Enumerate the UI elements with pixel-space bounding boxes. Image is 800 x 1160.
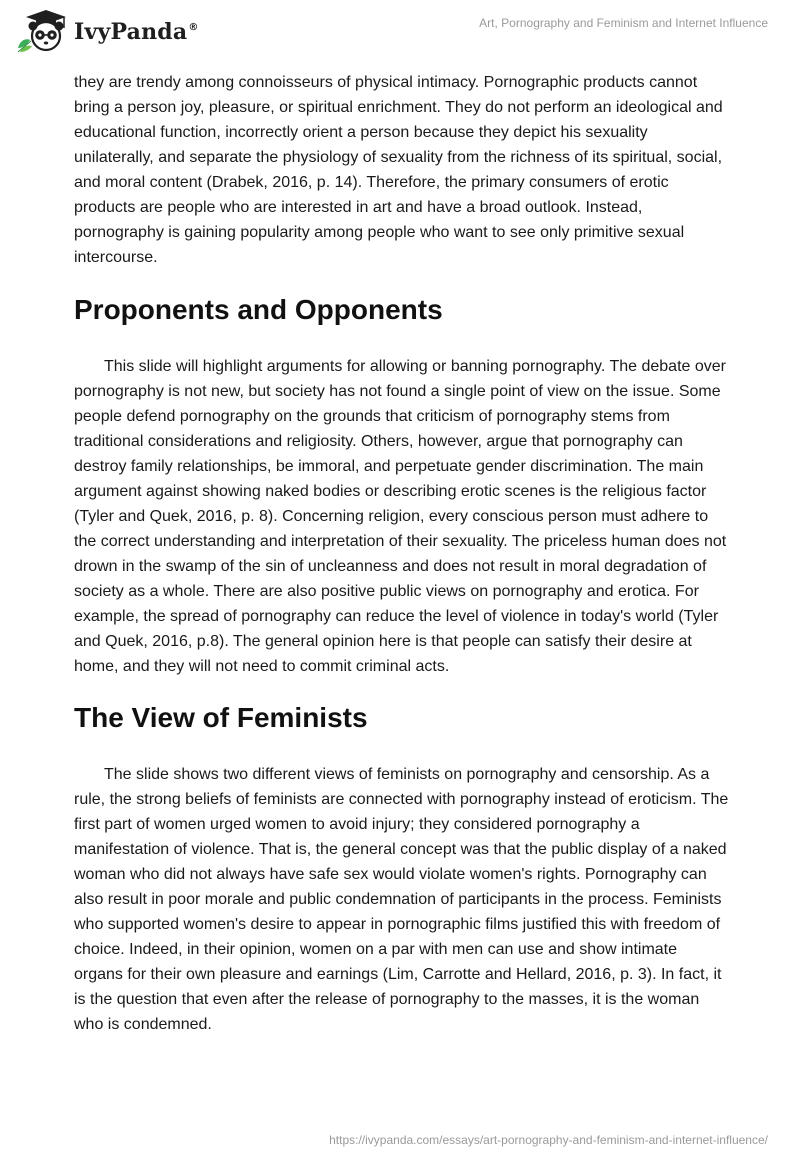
section-heading-feminists: The View of Feminists — [74, 702, 368, 733]
document-title: Art, Pornography and Feminism and Internet Influence — [479, 16, 768, 30]
essay-content — [74, 70, 730, 1037]
footer-url-link[interactable]: https://ivypanda.com/essays/art-pornography-and-feminism-and-internet-influence/ — [329, 1133, 768, 1147]
section-paragraph-proponents: This slide will highlight arguments for allowing or banning pornography. The debate over pornography is not new, but society has not found a single point of view on the issue. Some people defend pornography on the grounds that criticism of pornography stems from traditional considerations and religiosity. Others, however, argue that pornography can destroy family relationships, be immoral, and perpetuate gender discrimination. The main argument against showing naked bodies or describing erotic scenes is the religious factor (Tyler and Quek, 2016, p. 8). Concerning religion, every conscious person must adhere to the correct understanding and interpretation of their sexuality. The priceless human does not drown in the swamp of the sin of uncleanness and does not result in moral degradation of society as a whole. There are also positive public views on pornography and erotica. For example, the spread of pornography can reduce the level of violence in today's world (Tyler and Quek, 2016, p.8). The general opinion here is that people can satisfy their desire at home, and they will not need to commit criminal acts. — [74, 358, 727, 675]
panda-graduation-cap-icon — [14, 8, 72, 54]
registered-mark: ® — [188, 22, 199, 33]
intro-paragraph: they are trendy among connoisseurs of physical intimacy. Pornographic products cannot bring a person joy, pleasure, or spiritual enrichment. They do not perform an ideological and educational function, incorrectly orient a person because they depict his sexuality unilaterally, and separate the physiology of sexuality from the richness of its spiritual, social, and moral content (Drabek, 2016, p. 14). Therefore, the primary consumers of erotic products are people who are interested in art and have a broad outlook. Instead, pornography is gaining popularity among people who want to see only primitive sexual intercourse. — [74, 74, 723, 266]
section-paragraph-feminists: The slide shows two different views of feminists on pornography and censorship. As a rule, the strong beliefs of feminists are connected with pornography instead of eroticism. The first part of women urged women to avoid injury; they considered pornography a manifestation of violence. That is, the general concept was that the public display of a naked woman who did not always have safe sex would violate women's rights. Pornography can also result in poor morale and public condemnation of participants in the process. Feminists who supported women's desire to appear in pornographic films justified this with freedom of choice. Indeed, in their opinion, women on a par with men can use and show intimate organs for their own pleasure and earnings (Lim, Carrotte and Hellard, 2016, p. 3). In fact, it is the question that even after the release of pornography to the masses, it is the woman who is condemned. — [74, 766, 729, 1033]
page-header — [0, 0, 800, 60]
brand-name: IvyPanda® — [74, 19, 199, 45]
ivypanda-logo[interactable] — [14, 8, 199, 54]
section-heading-proponents: Proponents and Opponents — [74, 294, 443, 325]
